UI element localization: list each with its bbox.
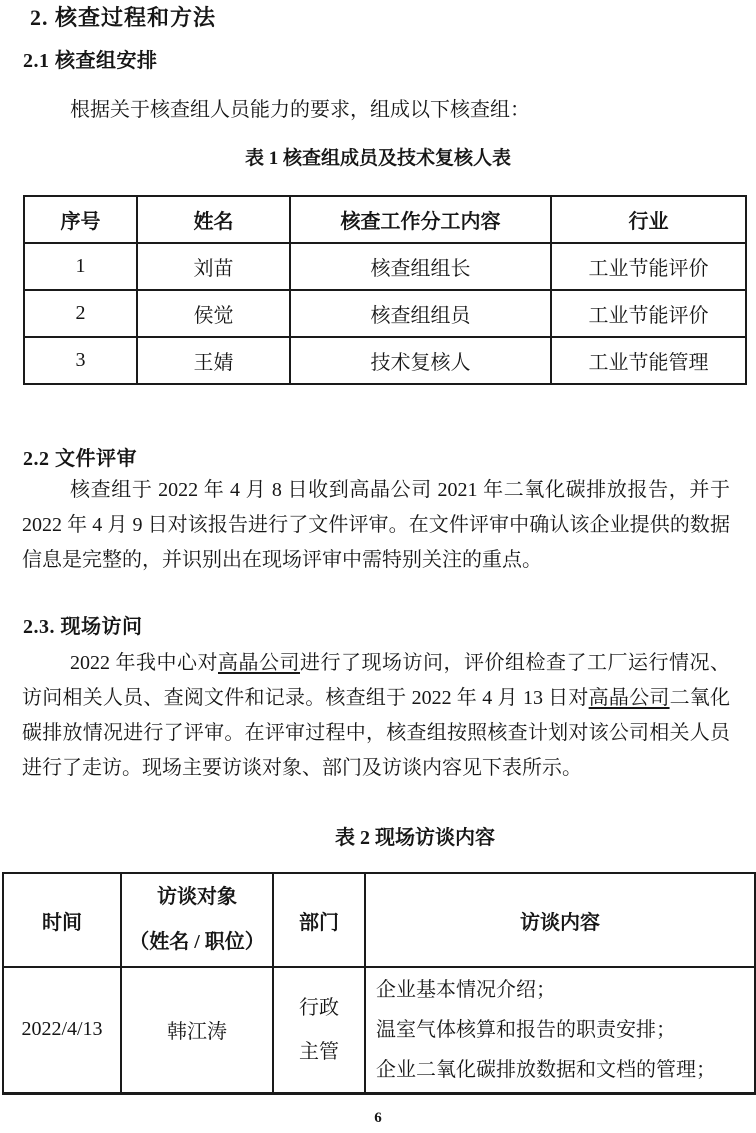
page-number: 6 bbox=[374, 1110, 382, 1126]
cell-role: 技术复核人 bbox=[290, 337, 551, 384]
content-line: 温室气体核算和报告的职责安排； bbox=[376, 1018, 676, 1041]
paragraph-site-visit bbox=[22, 646, 730, 786]
col-header-time: 时间 bbox=[3, 873, 121, 967]
table-row bbox=[24, 337, 746, 384]
section-title-2-1: 2.1 核查组安排 bbox=[23, 50, 158, 72]
cell-department bbox=[273, 967, 365, 1093]
table-row bbox=[3, 967, 755, 1093]
table-row bbox=[24, 243, 746, 290]
text-segment: 进行了现场访问，评价组检查了工厂运行情况、访问相关人员、查阅文件和记录。核查组于 2022 年 4 月 13 日对 bbox=[22, 652, 730, 709]
table-header-row bbox=[3, 873, 755, 967]
department-line2: 主管 bbox=[299, 1040, 339, 1063]
cell-seq: 1 bbox=[24, 243, 137, 290]
cell-interview-content bbox=[365, 967, 755, 1093]
table1-caption: 表 1 核查组成员及技术复核人表 bbox=[244, 148, 511, 169]
text-segment: 2022 年我中心对 bbox=[70, 652, 218, 674]
content-line: 企业基本情况介绍； bbox=[376, 978, 556, 1001]
cell-industry: 工业节能评价 bbox=[551, 290, 746, 337]
cell-role: 核查组组员 bbox=[290, 290, 551, 337]
section-title-2-2: 2.2 文件评审 bbox=[23, 448, 137, 470]
paragraph-document-review: 核查组于 2022 年 4 月 8 日收到高晶公司 2021 年二氧化碳排放报告，并于 2022 年 4 月 9 日对该报告进行了文件评审。在文件评审中确认该企业提供的数据信息是完整的，并识别出在现场评审中需特别关注的重点。 bbox=[22, 479, 730, 571]
department-line1: 行政 bbox=[299, 996, 339, 1019]
cell-seq: 3 bbox=[24, 337, 137, 384]
verification-team-table bbox=[23, 195, 747, 385]
col-header-industry: 行业 bbox=[551, 196, 746, 243]
interviewee-label-line2: （姓名 / 职位） bbox=[129, 931, 265, 953]
cell-date: 2022/4/13 bbox=[3, 967, 121, 1093]
table-header-row bbox=[24, 196, 746, 243]
paragraph-team-requirement: 根据关于核查组人员能力的要求，组成以下核查组： bbox=[70, 99, 530, 121]
company-name-underlined: 高晶公司 bbox=[588, 687, 670, 709]
table2-caption: 表 2 现场访谈内容 bbox=[335, 827, 495, 849]
col-header-name: 姓名 bbox=[137, 196, 290, 243]
table-row bbox=[24, 290, 746, 337]
cell-interviewee: 韩江涛 bbox=[121, 967, 273, 1093]
cell-name: 侯觉 bbox=[137, 290, 290, 337]
cell-name: 王婧 bbox=[137, 337, 290, 384]
cell-name: 刘苗 bbox=[137, 243, 290, 290]
interviewee-label-line1: 访谈对象 bbox=[157, 886, 237, 908]
col-header-interviewee bbox=[121, 873, 273, 967]
col-header-seq: 序号 bbox=[24, 196, 137, 243]
section-title-2-3: 2.3. 现场访问 bbox=[23, 616, 143, 638]
content-line: 企业二氧化碳排放数据和文档的管理； bbox=[376, 1058, 716, 1081]
text-segment: 二氧化碳排放情况进行了评审。在评审过程中，核查组按照核查计划对该公司相关人员进行了走访。现场主要访谈对象、部门及访谈内容见下表所示。 bbox=[22, 687, 731, 779]
interview-table bbox=[2, 872, 756, 1095]
company-name-underlined: 高晶公司 bbox=[218, 652, 300, 674]
col-header-department: 部门 bbox=[273, 873, 365, 967]
col-header-content: 访谈内容 bbox=[365, 873, 755, 967]
cell-industry: 工业节能评价 bbox=[551, 243, 746, 290]
cell-role: 核查组组长 bbox=[290, 243, 551, 290]
section-title-main: 2. 核查过程和方法 bbox=[30, 5, 217, 30]
cell-industry: 工业节能管理 bbox=[551, 337, 746, 384]
cell-seq: 2 bbox=[24, 290, 137, 337]
col-header-role: 核查工作分工内容 bbox=[290, 196, 551, 243]
